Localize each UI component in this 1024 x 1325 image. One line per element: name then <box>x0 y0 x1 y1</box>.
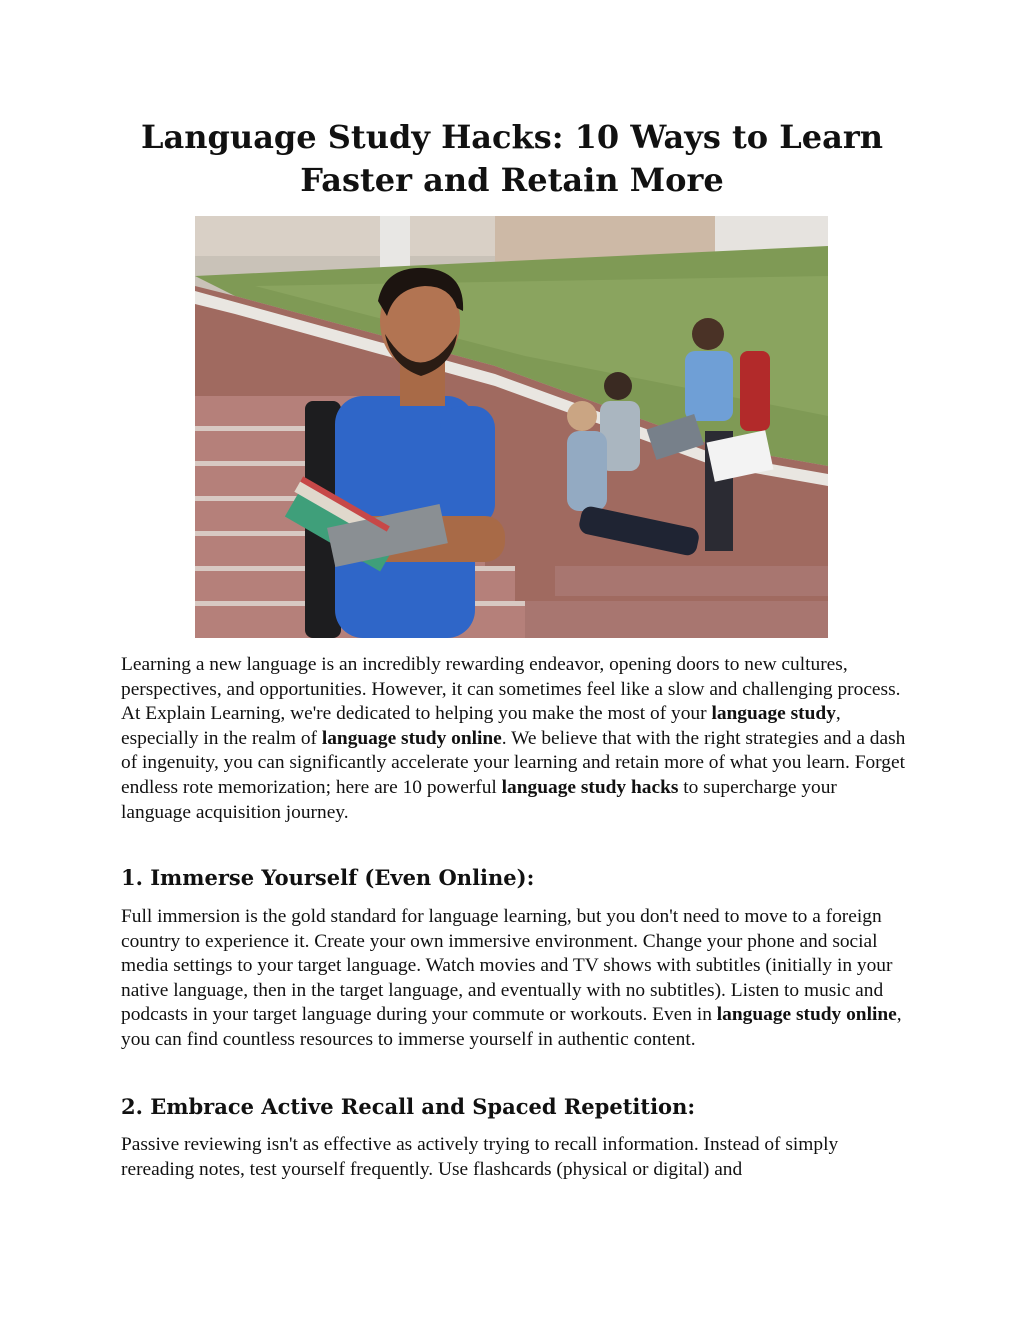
intro-text: . We believe that with the right strategies and a dash of ingenuity, you can significantly accelerate your learning and retain more of what you learn. Forget endless rote memorization; here are 10 powerful <box>121 727 906 798</box>
section-text: Full immersion is the gold standard for language learning, but you don't need to move to a foreign country to experience it. Create your own immersive environment. Change your phone and social media settings to your target language. Watch movies and TV shows with subtitles (initially in your native language, then in the target language, and eventually with no subtitles). Listen to music and podcasts in your target language during your commute or workouts. Even in <box>121 906 893 1026</box>
page-title: Language Study Hacks: 10 Ways to Learn Faster and Retain More <box>141 118 883 199</box>
intro-paragraph <box>121 653 911 825</box>
students-on-stairs-illustration <box>195 216 828 638</box>
hero-photo <box>195 216 828 638</box>
intro-text: Learning a new language is an incredibly rewarding endeavor, opening doors to new cultures, perspectives, and opportunities. However, it can sometimes feel like a slow and challenging process. At Explain Learning, we're dedicated to helping you make the most of your <box>121 654 901 725</box>
intro-text: to supercharge your language acquisition journey. <box>121 776 837 823</box>
section-2-paragraph <box>121 1133 911 1182</box>
keyword-language-study-hacks: language study hacks <box>501 776 679 798</box>
section-text: Passive reviewing isn't as effective as actively trying to recall information. Instead of simply rereading notes, test yourself frequently. Use flashcards (physical or digital) and <box>121 1134 839 1180</box>
intro-text: , especially in the realm of <box>121 703 841 749</box>
section-heading-1: 1. Immerse Yourself (Even Online): <box>121 865 535 890</box>
section-1-paragraph <box>121 905 911 1053</box>
section-heading-2: 2. Embrace Active Recall and Spaced Repetition: <box>121 1094 696 1119</box>
section-text: , you can find countless resources to immerse yourself in authentic content. <box>121 1004 902 1050</box>
keyword-language-study-online: language study online <box>716 1004 897 1026</box>
keyword-language-study: language study <box>711 703 836 725</box>
keyword-language-study-online: language study online <box>321 727 502 749</box>
